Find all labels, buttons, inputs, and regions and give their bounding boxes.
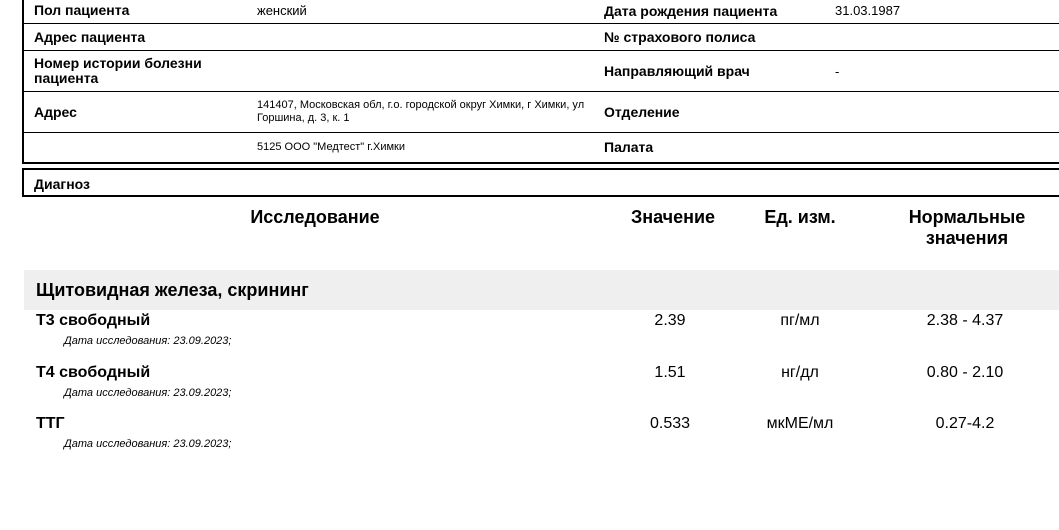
header-value: Значение	[630, 207, 716, 227]
test-unit: пг/мл	[780, 312, 820, 329]
section-title: Щитовидная железа, скрининг	[36, 280, 309, 300]
test-value: 2.39	[654, 312, 686, 329]
test-value: 1.51	[654, 364, 686, 381]
organization-value: 5125 ООО "Медтест" г.Химки	[257, 140, 405, 153]
test-date: Дата исследования: 23.09.2023;	[64, 335, 232, 347]
test-value: 0.533	[649, 415, 691, 432]
diagnosis-label: Диагноз	[34, 176, 90, 192]
department-label: Отделение	[604, 104, 680, 120]
test-name: ТТГ	[36, 415, 65, 432]
ward-label: Палата	[604, 139, 654, 155]
address-label: Адрес	[34, 103, 77, 120]
test-normal-range: 2.38 - 4.37	[926, 312, 1004, 329]
history-number-label: Номер истории болезни пациента	[34, 55, 202, 86]
patient-info-table	[22, 0, 1059, 164]
sex-value: женский	[257, 3, 307, 18]
birth-date-value: 31.03.1987	[835, 3, 901, 18]
patient-row-sex	[24, 0, 1059, 24]
test-date: Дата исследования: 23.09.2023;	[64, 438, 232, 450]
header-study: Исследование	[250, 207, 380, 227]
address-value: 141407, Московская обл, г.о. городской округ Химки, г Химки, ул Горшина, д. 3, к. 1	[257, 99, 585, 124]
test-normal-range: 0.80 - 2.10	[926, 364, 1004, 381]
patient-row-history	[24, 51, 1059, 92]
header-unit: Ед. изм.	[764, 207, 836, 227]
birth-date-label: Дата рождения пациента	[604, 2, 778, 19]
diagnosis-row	[22, 168, 1059, 197]
test-date: Дата исследования: 23.09.2023;	[64, 387, 232, 399]
patient-row-org	[24, 133, 1059, 161]
patient-row-address	[24, 24, 1059, 51]
section-thyroid	[24, 270, 1059, 310]
test-name: Т3 свободный	[36, 312, 151, 329]
test-name: Т4 свободный	[36, 364, 151, 381]
policy-label: № страхового полиса	[604, 29, 756, 45]
header-normal: Нормальные значения	[908, 207, 1026, 248]
patient-row-addr	[24, 92, 1059, 133]
test-unit: нг/дл	[781, 364, 819, 381]
test-unit: мкМЕ/мл	[766, 415, 834, 432]
test-normal-range: 0.27-4.2	[935, 415, 995, 432]
referring-doctor-label: Направляющий врач	[604, 63, 750, 79]
sex-label: Пол пациента	[34, 2, 130, 18]
referring-doctor-value: -	[835, 63, 840, 79]
patient-address-label: Адрес пациента	[34, 28, 146, 45]
